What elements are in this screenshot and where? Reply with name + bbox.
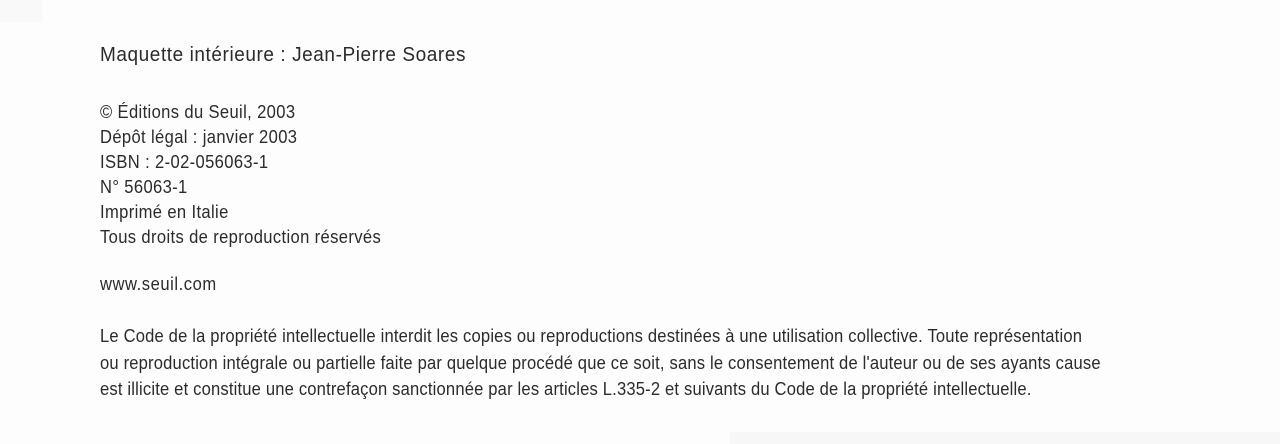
interior-design-credit: Maquette intérieure : Jean-Pierre Soares: [100, 44, 467, 66]
publisher-website: www.seuil.com: [100, 274, 217, 294]
isbn-line: ISBN : 2-02-056063-1: [100, 152, 269, 172]
legal-notice-paragraph: [100, 323, 1101, 403]
edition-number-line: N° 56063-1: [100, 177, 188, 197]
legal-notice-line-1: Le Code de la propriété intellectuelle interdit les copies ou reproductions destinées à une utilisation collective. Toute représentation: [100, 326, 1083, 346]
rights-reserved-line: Tous droits de reproduction réservés: [100, 227, 382, 247]
printed-in-line: Imprimé en Italie: [100, 202, 229, 222]
scan-shading-topleft: [0, 0, 42, 22]
colophon-block: [100, 100, 381, 250]
legal-notice-line-3: est illicite et constitue une contrefaçon sanctionnée par les articles L.335-2 et suivants du Code de la propriété intellectuelle.: [100, 379, 1032, 399]
copyright-line: © Éditions du Seuil, 2003: [100, 102, 296, 122]
legal-notice-line-2: ou reproduction intégrale ou partielle faite par quelque procédé que ce soit, sans le consentement de l'auteur ou de ses ayants cause: [100, 352, 1101, 373]
legal-deposit-line: Dépôt légal : janvier 2003: [100, 127, 298, 147]
scan-shading-bottomright: [730, 432, 1280, 444]
